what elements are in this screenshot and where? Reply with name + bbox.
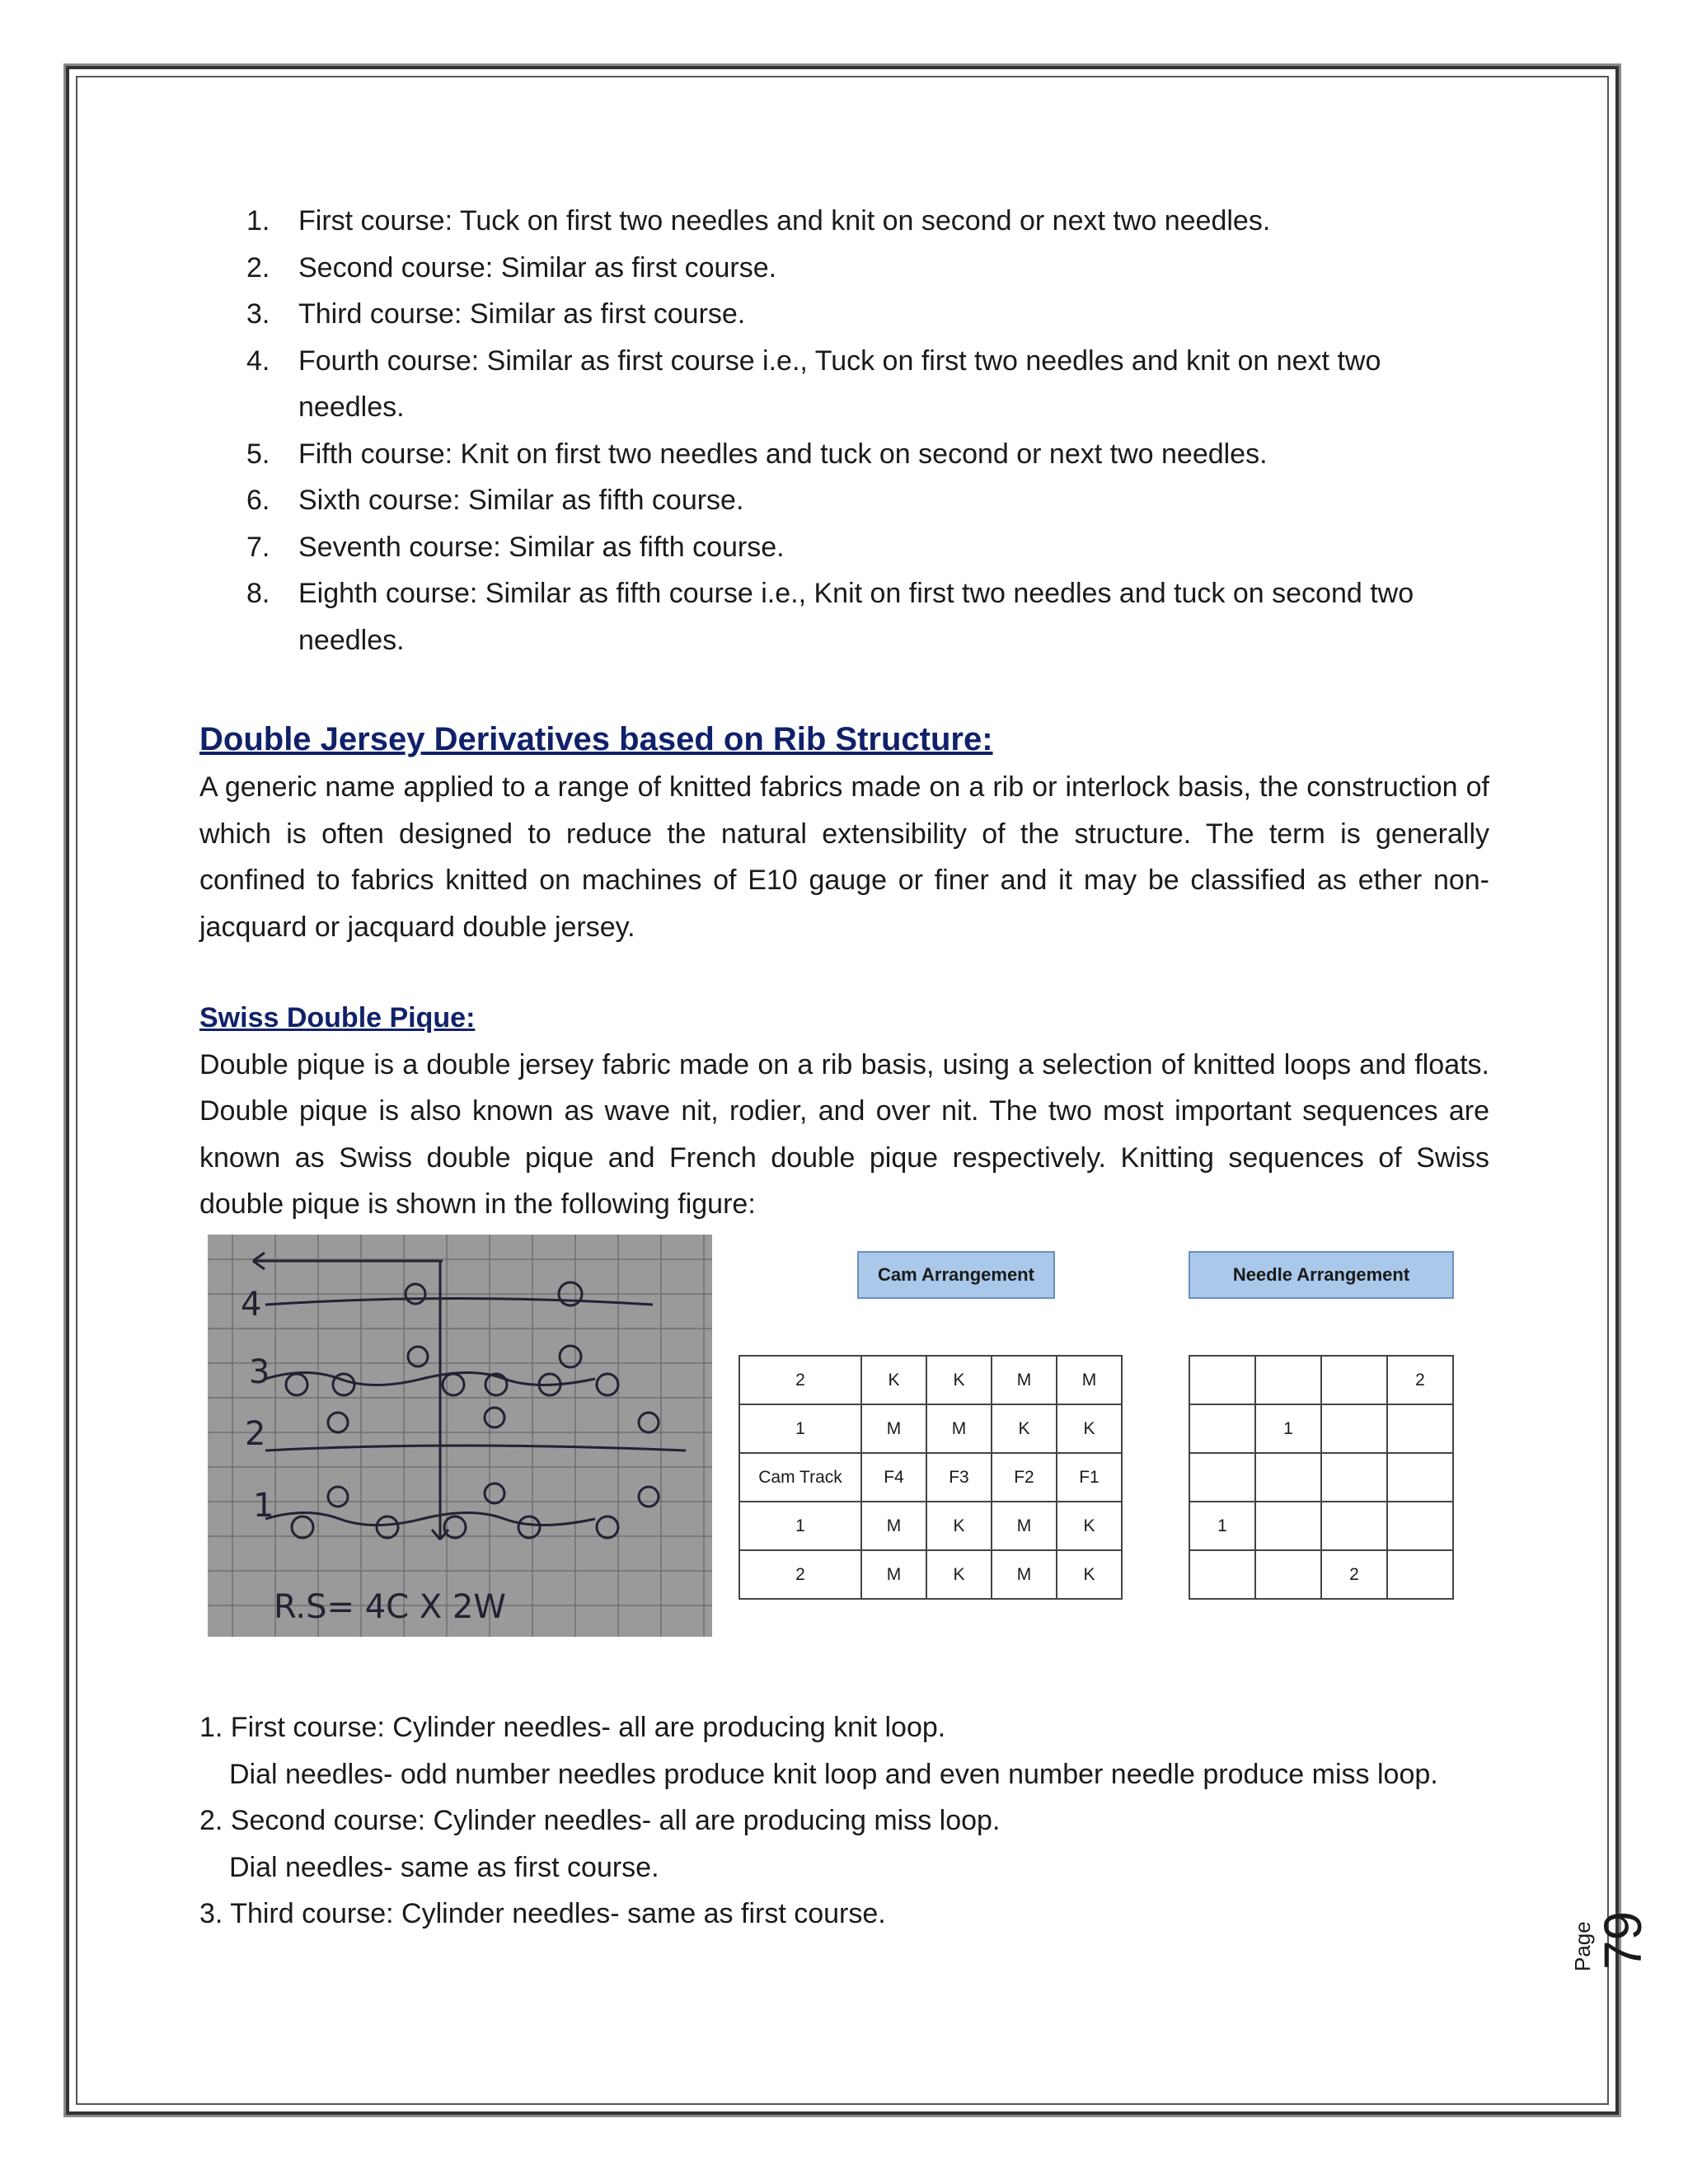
table-cell xyxy=(1189,1453,1255,1502)
table-cell xyxy=(1321,1356,1387,1404)
table-cell xyxy=(1321,1502,1387,1550)
list-text: Third course: Similar as first course. xyxy=(298,298,746,330)
list-text: Seventh course: Similar as fifth course. xyxy=(298,531,785,563)
list-number: 1. xyxy=(246,205,270,237)
list-item xyxy=(199,477,1489,524)
table-cell: 1 xyxy=(1189,1502,1255,1550)
sub-paragraph: Double pique is a double jersey fabric made on a rib basis, using a selection of knitted loops and floats. Double pique is also known as wave nit, rodier, and over nit. The two most important sequences are known as Swiss double pique and French double pique respectively. Knitting sequences of Swiss double pique is shown in the following figure: xyxy=(199,1048,1489,1220)
list-text: Fifth course: Knit on first two needles and tuck on second or next two needles. xyxy=(298,438,1268,470)
list-item xyxy=(199,291,1489,338)
list-item xyxy=(199,524,1489,571)
list-number: 6. xyxy=(246,485,270,516)
page-number-block xyxy=(1568,1863,1653,1978)
list-number: 7. xyxy=(246,531,270,563)
table-row xyxy=(1189,1404,1453,1453)
table-row xyxy=(739,1453,1122,1502)
list-text: Eighth course: Similar as fifth course i.e., Knit on first two needles and tuck on second two needles. xyxy=(298,578,1414,656)
list-text: Second course: Similar as first course. xyxy=(298,251,777,284)
needle-arrangement-label: Needle Arrangement xyxy=(1189,1251,1454,1299)
course-line: 1. First course: Cylinder needles- all are producing knit loop. xyxy=(199,1712,946,1743)
section-heading: Double Jersey Derivatives based on Rib Structure: xyxy=(199,721,993,757)
table-cell: M xyxy=(1057,1356,1122,1404)
table-cell: K xyxy=(861,1356,926,1404)
table-cell: 2 xyxy=(1321,1550,1387,1599)
content-bottom xyxy=(199,1704,1489,1938)
table-cell xyxy=(1387,1502,1453,1550)
table-cell: K xyxy=(1057,1550,1122,1599)
table-cell xyxy=(1189,1404,1255,1453)
sketch-photo xyxy=(208,1235,712,1637)
table-cell: K xyxy=(926,1550,992,1599)
table-cell: 1 xyxy=(739,1404,861,1453)
table-cell: K xyxy=(926,1356,992,1404)
table-cell xyxy=(1255,1550,1321,1599)
table-cell: M xyxy=(861,1550,926,1599)
table-cell: Cam Track xyxy=(739,1453,861,1502)
list-item xyxy=(199,198,1489,245)
table-row xyxy=(1189,1453,1453,1502)
table-cell: F4 xyxy=(861,1453,926,1502)
course-line: 2. Second course: Cylinder needles- all are producing miss loop. xyxy=(199,1805,1001,1836)
page-label: Page xyxy=(1570,1921,1595,1971)
table-cell: 2 xyxy=(739,1550,861,1599)
needle-table xyxy=(1189,1355,1454,1600)
table-cell: F2 xyxy=(992,1453,1057,1502)
table-cell: F1 xyxy=(1057,1453,1122,1502)
course-line-text: Dial needles- odd number needles produce knit loop and even number needle produce miss loop. xyxy=(229,1758,1438,1790)
sketch-caption: R.S= 4C X 2W xyxy=(274,1588,506,1626)
content-top xyxy=(199,198,1489,1228)
cam-arrangement-label: Cam Arrangement xyxy=(857,1251,1055,1299)
table-row xyxy=(739,1404,1122,1453)
table-cell: 1 xyxy=(1255,1404,1321,1453)
table-row xyxy=(1189,1502,1453,1550)
table-cell xyxy=(1387,1453,1453,1502)
knitting-figure xyxy=(208,1235,1477,1638)
list-item xyxy=(199,338,1489,431)
table-row xyxy=(739,1502,1122,1550)
table-cell xyxy=(1255,1356,1321,1404)
page-number: 79 xyxy=(1593,1910,1653,1970)
table-cell: K xyxy=(992,1404,1057,1453)
table-cell xyxy=(1387,1404,1453,1453)
sketch-row-label: 4 xyxy=(241,1286,262,1324)
list-item xyxy=(199,245,1489,292)
sub-heading: Swiss Double Pique: xyxy=(199,1002,476,1033)
table-cell: F3 xyxy=(926,1453,992,1502)
table-cell xyxy=(1255,1453,1321,1502)
table-cell xyxy=(1321,1453,1387,1502)
table-cell: M xyxy=(861,1502,926,1550)
table-row xyxy=(739,1550,1122,1599)
sketch-row-label: 2 xyxy=(245,1415,266,1453)
list-text: Sixth course: Similar as fifth course. xyxy=(298,485,744,516)
table-row xyxy=(1189,1356,1453,1404)
list-number: 8. xyxy=(246,578,270,609)
table-cell xyxy=(1189,1550,1255,1599)
table-cell: K xyxy=(1057,1404,1122,1453)
cam-table xyxy=(738,1355,1123,1600)
steps-list xyxy=(199,198,1489,663)
list-number: 3. xyxy=(246,298,270,330)
table-cell: K xyxy=(926,1502,992,1550)
course-line xyxy=(199,1751,1489,1798)
sketch-row-label: 3 xyxy=(249,1353,270,1391)
table-cell: M xyxy=(992,1502,1057,1550)
table-row xyxy=(1189,1550,1453,1599)
table-cell: M xyxy=(926,1404,992,1453)
sketch-row-label: 1 xyxy=(253,1487,274,1525)
table-cell: M xyxy=(992,1550,1057,1599)
list-item xyxy=(199,570,1489,663)
table-cell: K xyxy=(1057,1502,1122,1550)
table-cell: 2 xyxy=(739,1356,861,1404)
course-line: Dial needles- same as first course. xyxy=(229,1851,659,1883)
list-item xyxy=(199,431,1489,478)
table-cell: M xyxy=(861,1404,926,1453)
table-cell xyxy=(1321,1404,1387,1453)
list-number: 4. xyxy=(246,344,270,377)
list-text: Fourth course: Similar as first course i.e., Tuck on first two needles and knit on next two needles. xyxy=(298,344,1381,423)
list-text: First course: Tuck on first two needles and knit on second or next two needles. xyxy=(298,205,1271,237)
section-paragraph: A generic name applied to a range of knitted fabrics made on a rib or interlock basis, the construction of which is often designed to reduce the natural extensibility of the structure. The term is generally confined to fabrics knitted on machines of E10 gauge or finer and it may be classified as ether non-jacquard or jacquard double jersey. xyxy=(199,771,1489,943)
table-cell xyxy=(1189,1356,1255,1404)
list-number: 2. xyxy=(246,251,270,284)
table-row xyxy=(739,1356,1122,1404)
table-cell: M xyxy=(992,1356,1057,1404)
course-line: 3. Third course: Cylinder needles- same as first course. xyxy=(199,1898,886,1929)
table-cell xyxy=(1255,1502,1321,1550)
list-number: 5. xyxy=(246,438,270,470)
table-cell: 2 xyxy=(1387,1356,1453,1404)
table-cell xyxy=(1387,1550,1453,1599)
table-cell: 1 xyxy=(739,1502,861,1550)
